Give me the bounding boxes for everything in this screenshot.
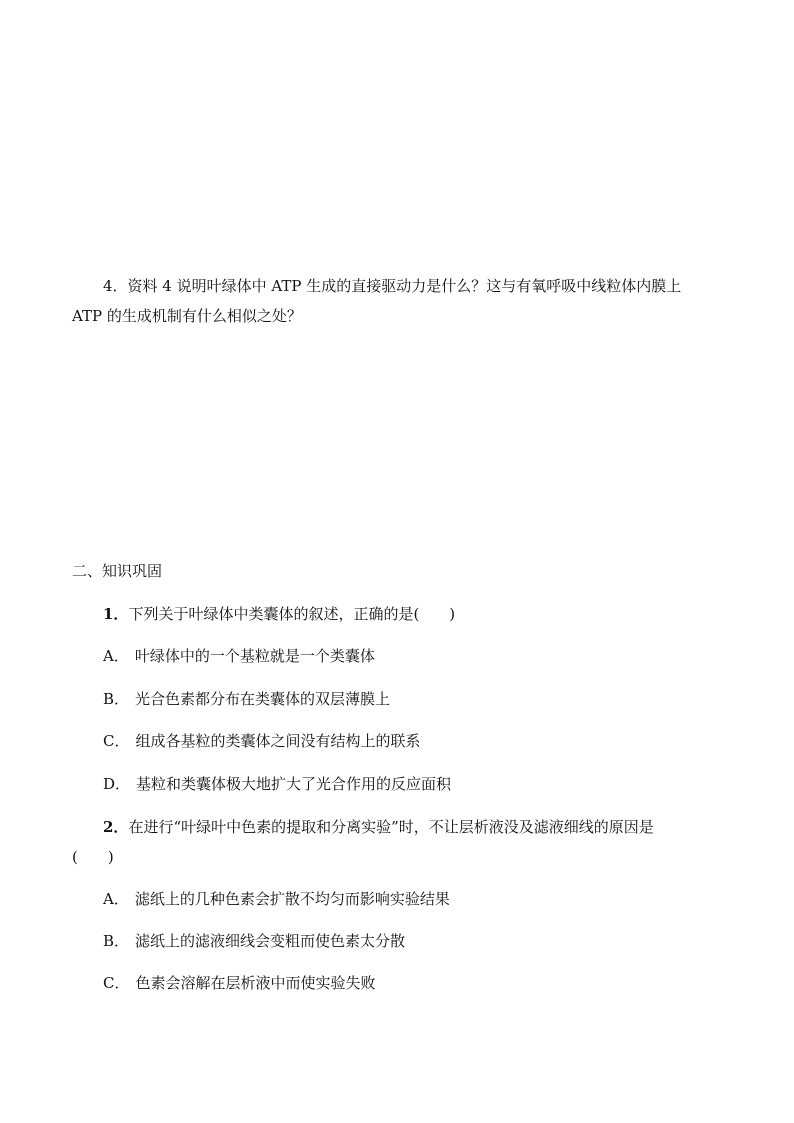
question-2-stem-continued: ( ) [72, 848, 114, 866]
question-text: 在进行“叶绿叶中色素的提取和分离实验”时，不让层析液没及滤液细线的原因是 [128, 818, 654, 836]
question-2-option-c [103, 973, 376, 993]
option-label: C． [103, 974, 130, 992]
section-heading: 二、知识巩固 [72, 562, 163, 580]
question-number: 2． [103, 818, 129, 836]
option-text: 色素会溶解在层析液中而使实验失败 [135, 974, 376, 992]
option-label: A． [103, 647, 129, 665]
option-label: B． [103, 932, 130, 950]
question-4-line-1: 4．资料 4 说明叶绿体中 ATP 生成的直接驱动力是什么？这与有氧呼吸中线粒体内膜上 [103, 277, 682, 295]
question-4-line-2: ATP 的生成机制有什么相似之处？ [72, 307, 302, 325]
option-label: A． [103, 890, 129, 908]
option-text: 组成各基粒的类囊体之间没有结构上的联系 [135, 732, 421, 750]
question-text: 下列关于叶绿体中类囊体的叙述，正确的是( ) [128, 605, 456, 623]
option-text: 滤纸上的滤液细线会变粗而使色素太分散 [135, 932, 406, 950]
option-label: C． [103, 732, 130, 750]
question-2-option-a [103, 889, 450, 909]
option-text: 基粒和类囊体极大地扩大了光合作用的反应面积 [136, 775, 452, 793]
option-label: B． [103, 690, 130, 708]
question-number: 1． [103, 605, 129, 623]
option-text: 光合色素都分布在类囊体的双层薄膜上 [135, 690, 391, 708]
question-1-option-a [103, 646, 375, 666]
question-1-stem [103, 604, 455, 624]
question-1-option-d [103, 774, 451, 794]
option-label: D． [103, 775, 131, 793]
question-1-option-b [103, 689, 390, 709]
question-2-option-b [103, 931, 405, 951]
option-text: 叶绿体中的一个基粒就是一个类囊体 [134, 647, 375, 665]
question-2-stem [103, 817, 654, 837]
question-1-option-c [103, 731, 421, 751]
option-text: 滤纸上的几种色素会扩散不均匀而影响实验结果 [134, 890, 450, 908]
